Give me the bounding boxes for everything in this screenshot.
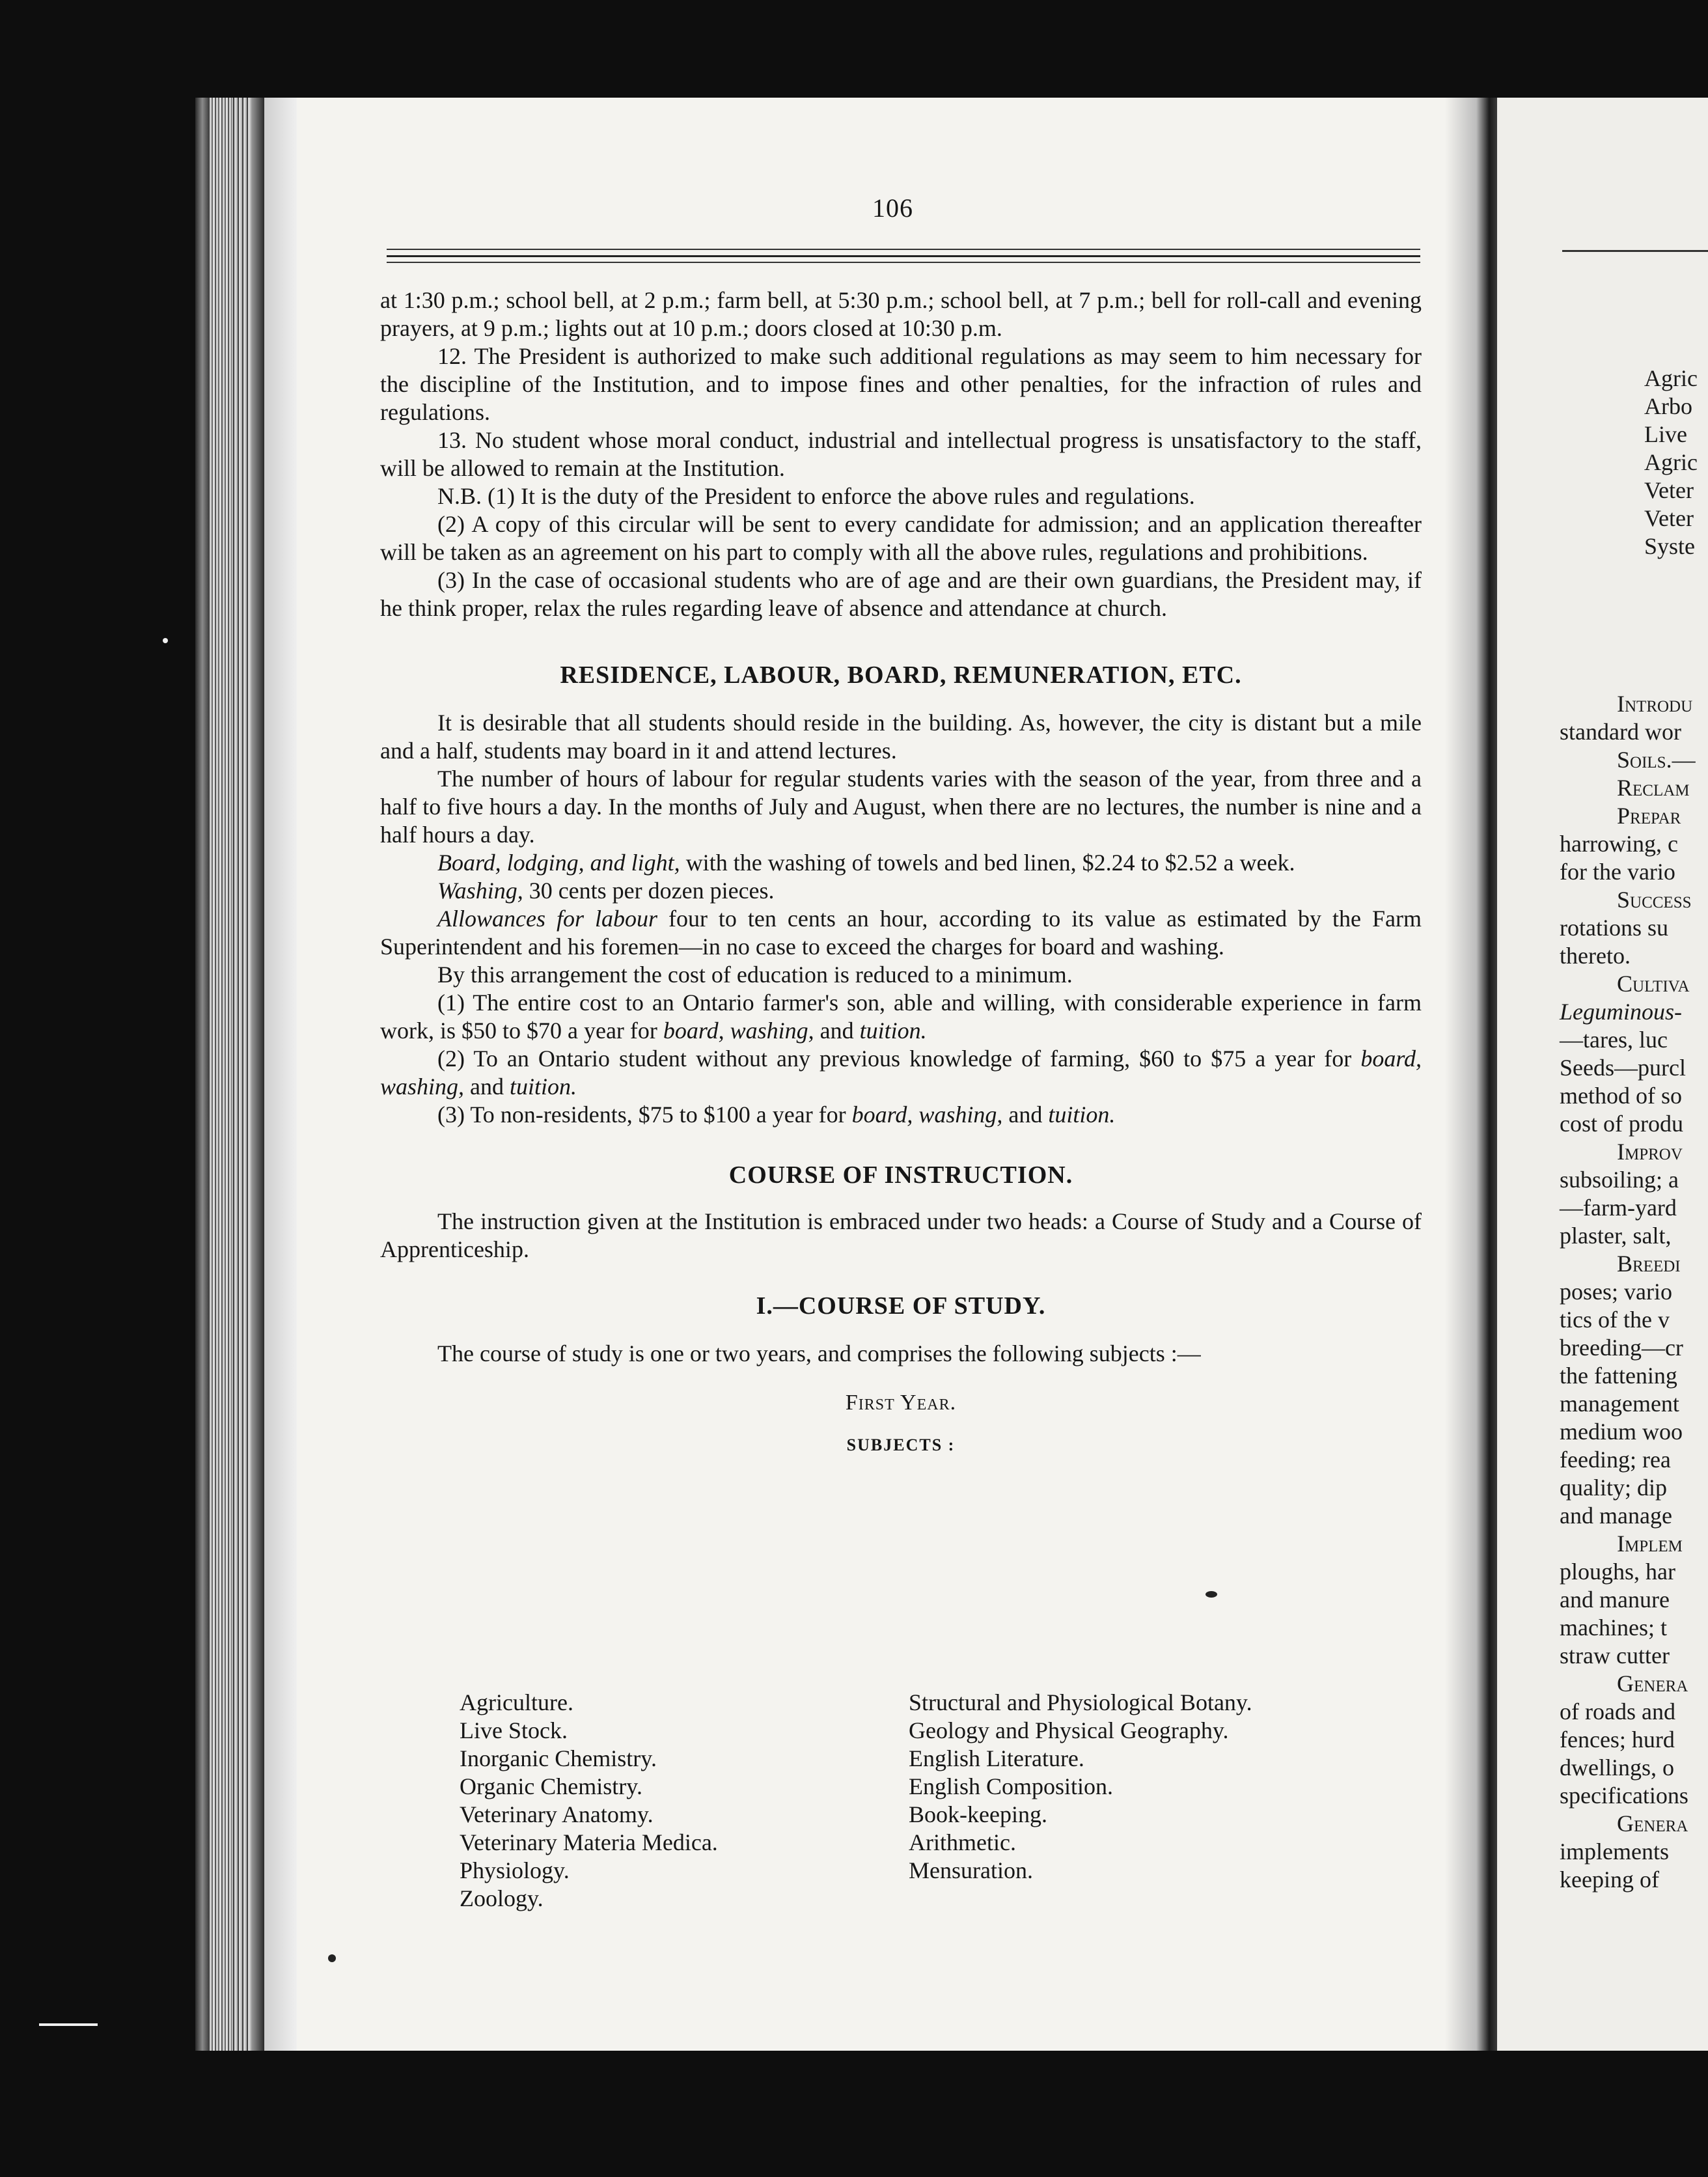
right-list-item: Agric — [1644, 365, 1698, 391]
right-list-item: Agric — [1644, 449, 1698, 475]
header-rule-right — [1562, 250, 1708, 252]
subject-item: Structural and Physiological Botany. — [909, 1689, 1252, 1715]
paragraph: Allowances for labour four to ten cents an hour, according to its value as estimated by the Farm Superintendent and his foremen—in no case to exceed the charges for board and washing. — [380, 906, 1422, 960]
header-rule — [387, 249, 1420, 250]
subject-item: English Composition. — [909, 1773, 1114, 1799]
subject-item: Arithmetic. — [909, 1829, 1016, 1855]
paragraph: The course of study is one or two years, and comprises the following subjects :— — [437, 1340, 1201, 1366]
scan-speck — [1205, 1591, 1217, 1598]
section-heading: RESIDENCE, LABOUR, BOARD, REMUNERATION, ETC. — [560, 661, 1242, 689]
paragraph: By this arrangement the cost of education is reduced to a minimum. — [437, 962, 1073, 988]
book-edge — [264, 98, 297, 2051]
page-gutter — [1445, 98, 1497, 2051]
subject-item: Veterinary Anatomy. — [460, 1801, 654, 1827]
subject-item: Zoology. — [460, 1885, 544, 1911]
scan-speck — [39, 2023, 98, 2026]
subject-item: Book-keeping. — [909, 1801, 1047, 1827]
subjects-list-right — [909, 1689, 1252, 1885]
section-heading: I.—COURSE OF STUDY. — [756, 1292, 1046, 1320]
italic-term: Board, lodging, and light, — [437, 850, 680, 876]
right-list-item: Veter — [1644, 505, 1694, 531]
paragraph: (3) To non-residents, $75 to $100 a year for board, washing, and tuition. — [437, 1102, 1116, 1128]
subjects-list-left — [460, 1689, 718, 1913]
scan-speck — [163, 638, 168, 643]
year-heading: First Year. — [845, 1391, 957, 1415]
paragraph: It is desirable that all students should reside in the building. As, however, the city is distant but a mile and a half, students may board in it and attend lectures. — [380, 710, 1422, 764]
scan-speck — [328, 1954, 336, 1962]
italic-term: Allowances for labour — [437, 906, 657, 932]
right-list-item: Live — [1644, 421, 1687, 447]
page-number: 106 — [872, 193, 913, 223]
paragraph: Board, lodging, and light, with the washing of towels and bed linen, $2.24 to $2.52 a week. — [437, 850, 1295, 876]
paragraph: (2) A copy of this circular will be sent to every candidate for admission; and an application thereafter will be taken as an agreement on his part to comply with all the above rules, regulations and prohibitions. — [380, 511, 1422, 565]
subject-item: Inorganic Chemistry. — [460, 1745, 657, 1771]
book-edge — [251, 98, 264, 2051]
header-rule — [387, 255, 1420, 257]
italic-term: Washing, — [437, 878, 523, 904]
subject-item: Mensuration. — [909, 1857, 1033, 1883]
paragraph: 13. No student whose moral conduct, industrial and intellectual progress is unsatisfactory to the staff, will be allowed to remain at the Institution. — [380, 427, 1422, 481]
paragraph: (1) The entire cost to an Ontario farmer's son, able and willing, with considerable experience in farm work, is $50 to $70 a year for board, washing, and tuition. — [380, 990, 1422, 1044]
right-list-item: Syste — [1644, 533, 1696, 559]
paragraph: 12. The President is authorized to make such additional regulations as may seem to him necessary for the discipline of the Institution, and to impose fines and other penalties, for the infraction of rules and regulations. — [380, 343, 1422, 425]
subjects-label: SUBJECTS : — [846, 1435, 956, 1454]
right-page-body: Introdu standard wor Soils.— Reclam Prepar harrowing, c for the vario Success rotations su thereto. Cultiva Leguminous- —tares, luc Seeds—purcl method of so cost of produ Improv subsoiling; a —farm-yard plaster, salt, Breedi poses; vario tics of the v breeding—cr the fattening management medium woo feeding; rea quality; dip and manage Implem ploughs, har and manure machines; t straw cutter Genera of roads and fences; hurd dwellings, o specifications Genera implements keeping of — [1560, 691, 1696, 1893]
subject-item: Veterinary Materia Medica. — [460, 1829, 718, 1855]
paragraph: The number of hours of labour for regular students varies with the season of the year, from three and a half to five hours a day. In the months of July and August, when there are no lectures, the number is nine and a half hours a day. — [380, 766, 1422, 848]
paragraph: at 1:30 p.m.; school bell, at 2 p.m.; farm bell, at 5:30 p.m.; school bell, at 7 p.m.; bell for roll-call and evening prayers, at 9 p.m.; lights out at 10 p.m.; doors closed at 10:30 p.m. — [380, 287, 1422, 341]
paragraph: N.B. (1) It is the duty of the President to enforce the above rules and regulations. — [437, 483, 1195, 509]
subject-item: Live Stock. — [460, 1717, 568, 1743]
subject-item: Geology and Physical Geography. — [909, 1717, 1229, 1743]
subject-item: Physiology. — [460, 1857, 570, 1883]
book-edge — [232, 98, 251, 2051]
right-list-item: Arbo — [1644, 393, 1692, 419]
paragraph: (3) In the case of occasional students who are of age and are their own guardians, the President may, if he think proper, relax the rules regarding leave of absence and attendance at church. — [380, 567, 1422, 621]
subject-item: Agriculture. — [460, 1689, 573, 1715]
page-body — [380, 286, 1422, 1459]
right-page-list — [1644, 365, 1698, 561]
header-rule — [387, 262, 1420, 263]
subject-item: English Literature. — [909, 1745, 1084, 1771]
section-heading: COURSE OF INSTRUCTION. — [728, 1161, 1073, 1189]
book-edge — [195, 98, 210, 2051]
book-edge — [210, 98, 232, 2051]
subject-item: Organic Chemistry. — [460, 1773, 642, 1799]
right-list-item: Veter — [1644, 477, 1694, 503]
paragraph: (2) To an Ontario student without any previous knowledge of farming, $60 to $75 a year for board, washing, and tuition. — [380, 1046, 1422, 1100]
paragraph: The instruction given at the Institution is embraced under two heads: a Course of Study and a Course of Apprenticeship. — [380, 1208, 1422, 1262]
paragraph: Washing, 30 cents per dozen pieces. — [437, 878, 775, 904]
